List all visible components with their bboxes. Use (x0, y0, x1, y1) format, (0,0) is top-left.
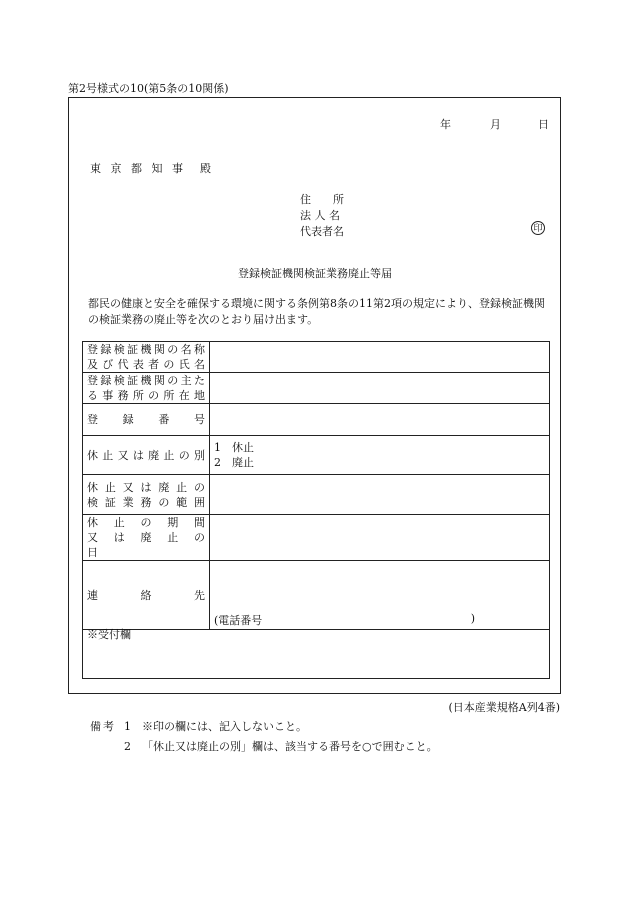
date-year: 年 (440, 118, 451, 131)
field-agency-name[interactable] (210, 342, 550, 373)
body-text: 都民の健康と安全を確保する環境に関する条例第8条の11第2項の規定により、登録検証機関の検証業務の廃止等を次のとおり届け出ます。 (88, 297, 545, 326)
applicant-corp-name-label: 法 人 名 (300, 209, 340, 222)
form-title: 登録検証機関検証業務廃止等届 (238, 267, 392, 280)
row-label-registration-number: 登 録 番 号 (83, 404, 210, 436)
option-suspend[interactable]: 1 休止 (214, 441, 254, 454)
field-contact[interactable] (210, 561, 550, 630)
table-row (83, 436, 550, 475)
table-row (83, 561, 550, 630)
remark-2 (90, 737, 438, 757)
date-month: 月 (490, 118, 501, 131)
row-label-office-location: 登録検証機関の主た る事務所の所在地 (83, 373, 210, 404)
table-row (83, 373, 550, 404)
form-code: 第2号様式の10(第5条の10関係) (68, 82, 229, 95)
remark-number: 2 (124, 740, 131, 753)
remarks-label: 備考 (90, 720, 116, 733)
option-abolish[interactable]: 2 廃止 (214, 456, 254, 469)
table-row (83, 515, 550, 561)
table-row (83, 342, 550, 373)
date-row (440, 116, 549, 132)
reception-label: ※受付欄 (87, 628, 131, 641)
field-registration-number[interactable] (210, 404, 550, 436)
field-scope[interactable] (210, 475, 550, 515)
info-table (82, 341, 550, 630)
row-label-period: 休 止 の 期 間 又 は 廃 止 の 日 (83, 515, 210, 561)
tel-label: (電話番号 (214, 614, 263, 627)
applicant-block (300, 192, 344, 240)
field-suspension-type[interactable] (210, 436, 550, 475)
tel-close: ) (470, 612, 475, 625)
applicant-address-label: 住 所 (300, 193, 344, 206)
field-period[interactable] (210, 515, 550, 561)
table-row (83, 475, 550, 515)
remark-text: 「休止又は廃止の別」欄は、該当する番号を○で囲むこと。 (142, 740, 438, 753)
seal-mark: 印 (531, 221, 545, 235)
row-label-agency-name: 登録検証機関の名称 及び代表者の氏名 (83, 342, 210, 373)
jis-note: (日本産業規格A列4番) (448, 701, 560, 714)
remark-text: ※印の欄には、記入しないこと。 (142, 720, 307, 733)
field-office-location[interactable] (210, 373, 550, 404)
row-label-scope: 休止又は廃止の 検証業務の範囲 (83, 475, 210, 515)
row-label-contact: 連 絡 先 (83, 561, 210, 630)
applicant-representative-label: 代表者名 (300, 225, 344, 238)
remark-number: 1 (124, 720, 131, 733)
date-day: 日 (538, 118, 549, 131)
remark-1 (90, 717, 438, 737)
row-label-suspension-type: 休止又は廃止の別 (83, 436, 210, 475)
table-row (83, 404, 550, 436)
remarks (90, 717, 438, 757)
reception-box (82, 624, 550, 679)
addressee: 東 京 都 知 事 殿 (90, 162, 214, 175)
